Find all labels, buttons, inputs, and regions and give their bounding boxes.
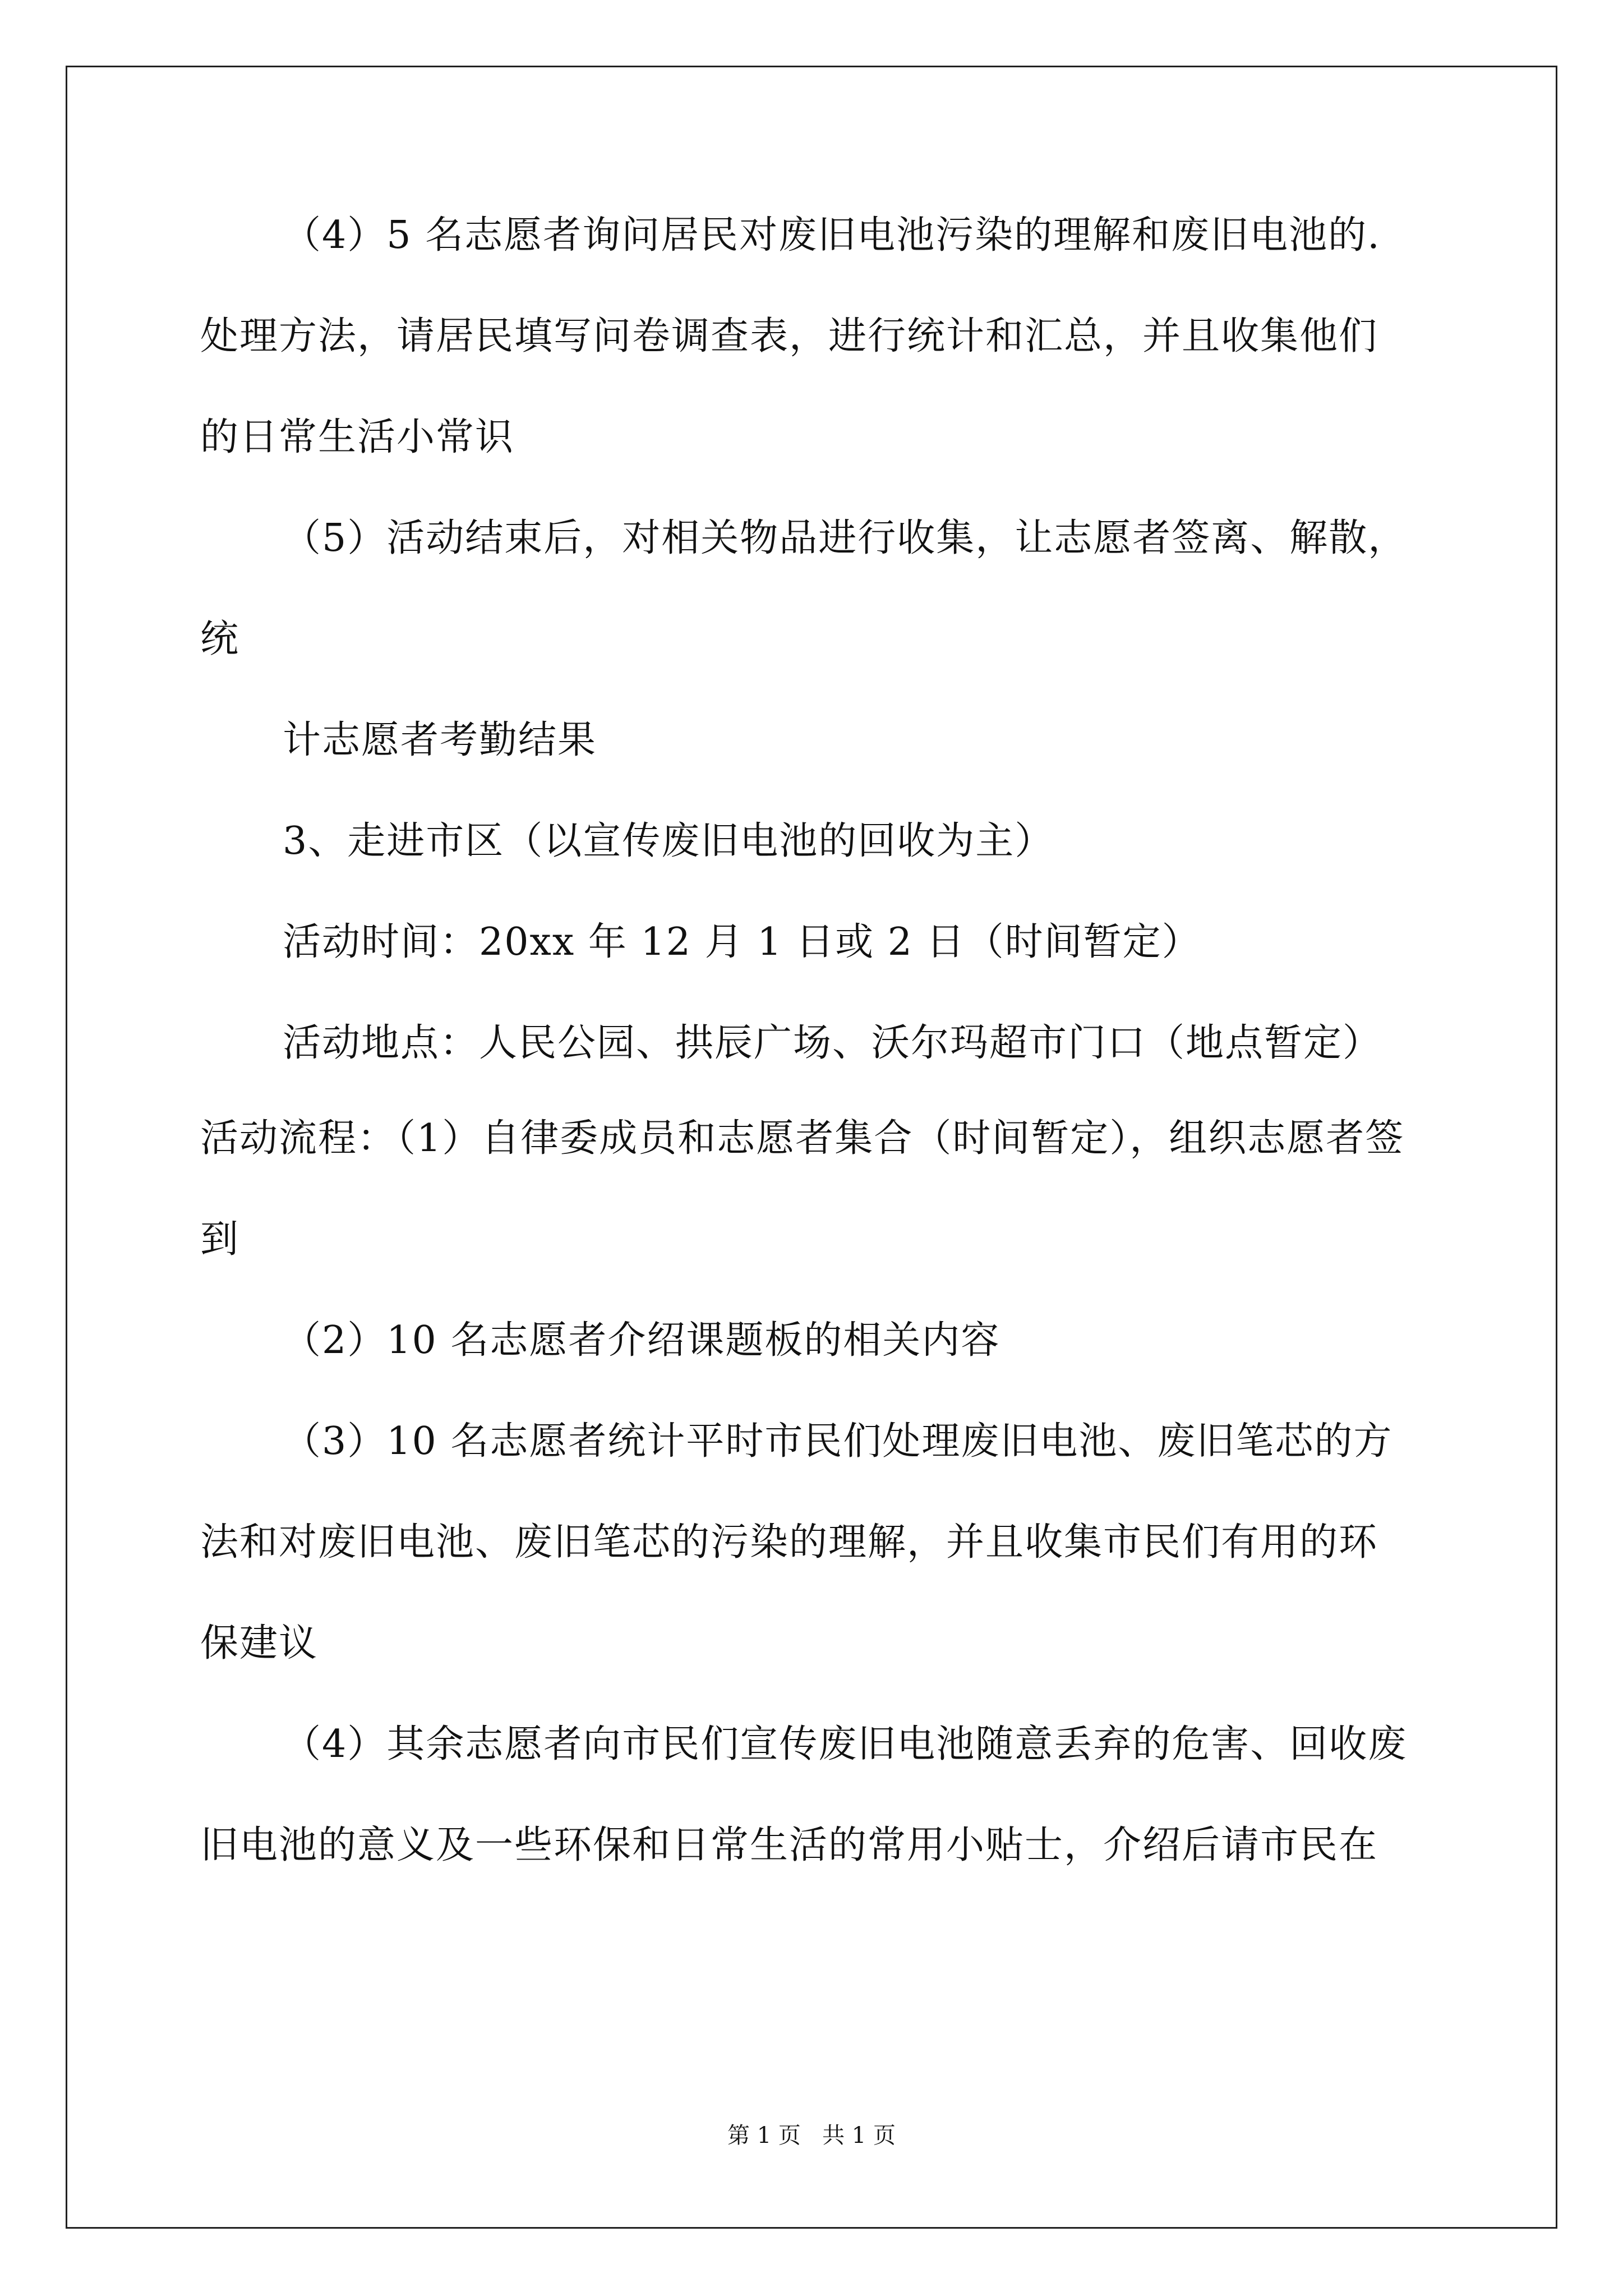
text-line: （4）5 名志愿者询问居民对废旧电池污染的理解和废旧电池的. [283,213,1381,257]
text-line: 的日常生活小常识 [200,415,515,459]
section-heading: 3、走进市区（以宣传废旧电池的回收为主） [283,819,1054,863]
text-line: 到 [200,1217,240,1262]
text-line: 处理方法，请居民填写问卷调查表，进行统计和汇总，并且收集他们 [200,314,1378,358]
text-line: （5）活动结束后，对相关物品进行收集，让志愿者签离、解散， [283,516,1408,560]
page-footer: 第 1 页 共 1 页 [727,2123,896,2148]
text-line: （4）其余志愿者向市民们宣传废旧电池随意丢弃的危害、回收废 [283,1722,1408,1766]
text-line: （3）10 名志愿者统计平时市民们处理废旧电池、废旧笔芯的方 [283,1419,1393,1464]
text-line: 计志愿者考勤结果 [283,718,597,762]
text-line: 旧电池的意义及一些环保和日常生活的常用小贴士，介绍后请市民在 [200,1823,1378,1867]
text-line: 活动时间：20xx 年 12 月 1 日或 2 日（时间暂定） [283,920,1201,964]
text-line: 法和对废旧电池、废旧笔芯的污染的理解，并且收集市民们有用的环 [200,1520,1378,1565]
text-line: （2）10 名志愿者介绍课题板的相关内容 [283,1318,1000,1363]
text-line: 统 [200,617,240,661]
text-line: 活动地点：人民公园、拱辰广场、沃尔玛超市门口（地点暂定） [283,1021,1382,1065]
text-line: 保建议 [200,1621,319,1665]
text-line: 活动流程：（1）自律委成员和志愿者集合（时间暂定），组织志愿者签 [200,1116,1405,1161]
